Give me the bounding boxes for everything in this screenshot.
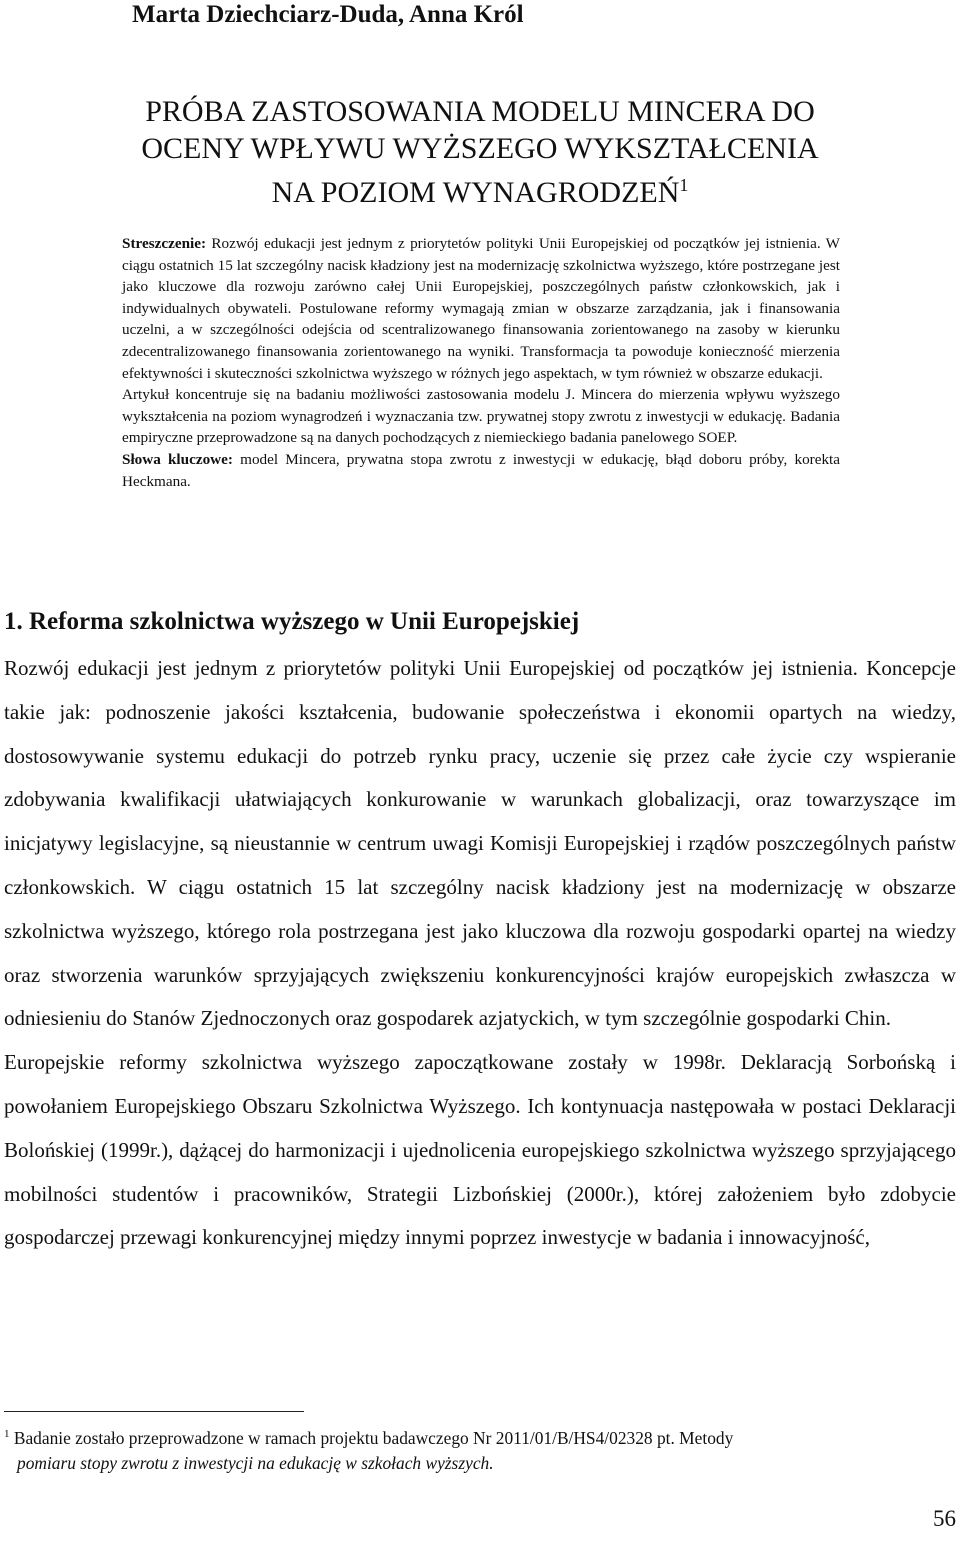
page-number: 56 — [933, 1506, 956, 1531]
paper-title — [60, 93, 900, 211]
body-text — [4, 647, 956, 1260]
abstract-paragraph-2: Artykuł koncentruje się na badaniu możliwości zastosowania modelu J. Mincera do mierzenia wpływu wyższego wykształcenia na poziom wynagrodzeń i wyznaczania tzw. prywatnej stopy zwrotu z inwestycji w edukację. Badania empiryczne przeprowadzone są na danych pochodzących z niemieckiego badania panelowego SOEP. — [122, 386, 840, 447]
title-footnote-mark: 1 — [679, 175, 689, 195]
title-line-2: OCENY WPŁYWU WYŻSZEGO WYKSZTAŁCENIA — [141, 132, 819, 165]
title-line-1: PRÓBA ZASTOSOWANIA MODELU MINCERA DO — [145, 95, 815, 128]
abstract-paragraph-1 — [122, 233, 840, 384]
footnote-italic-text: pomiaru stopy zwrotu z inwestycji na edukację w szkołach wyższych. — [17, 1452, 494, 1473]
abstract-label: Streszczenie: — [122, 235, 207, 252]
footnote-divider — [4, 1411, 304, 1412]
footnote-mark: 1 — [4, 1428, 10, 1440]
abstract — [122, 233, 840, 492]
section-number: 1. — [4, 608, 23, 635]
keywords — [122, 449, 840, 492]
keywords-text: model Mincera, prywatna stopa zwrotu z inwestycji w edukację, błąd doboru próby, korekta Heckmana. — [122, 450, 841, 490]
body-paragraph-1: Rozwój edukacji jest jednym z priorytetów polityki Unii Europejskiej od początków jej istnienia. Koncepcje takie jak: podnoszenie jakości kształcenia, budowanie społeczeństwa i ekonomii opartych na wiedzy, dostosowywanie systemu edukacji do potrzeb rynku pracy, uczenie się przez całe życie czy wspieranie zdobywania kwalifikacji ułatwiających konkurowanie w warunkach globalizacji, oraz towarzyszące im inicjatywy legislacyjne, są nieustannie w centrum uwagi Komisji Europejskiej i rządów poszczególnych państw członkowskich. W ciągu ostatnich 15 lat szczególny nacisk kładziony jest na modernizację w obszarze szkolnictwa wyższego, którego rola postrzegana jest jako kluczowa dla rozwoju gospodarki opartej na wiedzy oraz stworzenia warunków sprzyjających zwiększeniu konkurencyjności krajów europejskich zwłaszcza w odniesieniu do Stanów Zjednoczonych oraz gospodarek azjatyckich, w tym szczególnie gospodarki Chin. — [4, 656, 956, 1031]
footnote-text: Badanie zostało przeprowadzone w ramach projektu badawczego Nr 2011/01/B/HS4/02328 pt. Metody — [13, 1427, 734, 1448]
abstract-text: Rozwój edukacji jest jednym z priorytetów polityki Unii Europejskiej od początków jej istnienia. W ciągu ostatnich 15 lat szczególny nacisk kładziony jest na modernizację szkolnictwa wyższego, które postrzegane jest jako kluczowe dla rozwoju zarówno całej Unii Europejskiej, poszczególnych państw członkowskich, jak i indywidualnych obywateli. Postulowane reformy wymagają zmian w obszarze zarządzania, jak i finansowania uczelni, a w szczególności odejścia od scentralizowanego finansowania zorientowanego na zasoby w kierunku zdecentralizowanego finansowania zorientowanego na wyniki. Transformacja ta powoduje konieczność mierzenia efektywności i skuteczności szkolnictwa wyższego w różnych jego aspektach, w tym również w obszarze edukacji. — [122, 235, 840, 382]
keywords-label: Słowa kluczowe: — [122, 450, 233, 468]
body-paragraph-2: Europejskie reformy szkolnictwa wyższego zapoczątkowane zostały w 1998r. Deklaracją Sorbońską i powołaniem Europejskiego Obszaru Szkolnictwa Wyższego. Ich kontynuacja następowała w postaci Deklaracji Bolońskiej (1999r.), dążącej do harmonizacji i ujednolicenia europejskiego szkolnictwa wyższego sprzyjającego mobilności studentów i pracowników, Strategii Lizbońskiej (2000r.), której założeniem było zdobycie gospodarczej przewagi konkurencyjnej między innymi poprzez inwestycje w badania i innowacyjność, — [4, 1050, 956, 1250]
section-heading — [4, 606, 579, 638]
section-title: Reforma szkolnictwa wyższego w Unii Europejskiej — [29, 608, 580, 635]
title-line-3: NA POZIOM WYNAGRODZEŃ — [271, 176, 680, 209]
authors: Marta Dziechciarz-Duda, Anna Król — [132, 1, 524, 28]
footnote — [4, 1422, 960, 1476]
